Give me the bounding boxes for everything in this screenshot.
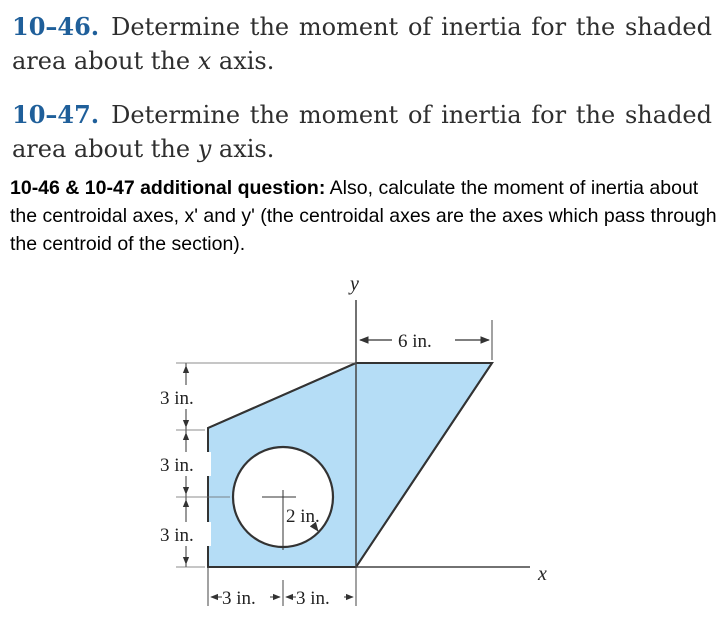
dim-left-middle: 3 in. xyxy=(160,455,194,476)
dim-bottom-right: 3 in. xyxy=(296,588,330,609)
problem-axis: x xyxy=(197,47,212,75)
dim-left-top: 3 in. xyxy=(160,388,194,409)
dim-top-width: 6 in. xyxy=(398,331,432,352)
problem-number: 10–47. xyxy=(12,100,100,129)
dim-left-bottom: 3 in. xyxy=(160,525,194,546)
dim-radius: 2 in. xyxy=(286,506,320,527)
problem-text: Determine the moment of inertia for the shaded area about the xyxy=(12,13,712,75)
additional-question-text: Also, calculate the moment of inertia about the centroidal axes, x' and y' (the centroidal axes are the axes which pass through the centroid of the section). xyxy=(10,177,717,255)
dim-bottom-left: 3 in. xyxy=(222,588,256,609)
problem-text-end: axis. xyxy=(211,47,275,75)
additional-question-label: 10-46 & 10-47 additional question: xyxy=(10,177,326,199)
x-axis-label: x xyxy=(538,563,547,585)
problem-text-end: axis. xyxy=(211,135,275,163)
problem-axis: y xyxy=(197,135,212,163)
problem-text: Determine the moment of inertia for the shaded area about the xyxy=(12,101,712,163)
problem-number: 10–46. xyxy=(12,12,100,41)
y-axis-label: y xyxy=(350,273,359,295)
